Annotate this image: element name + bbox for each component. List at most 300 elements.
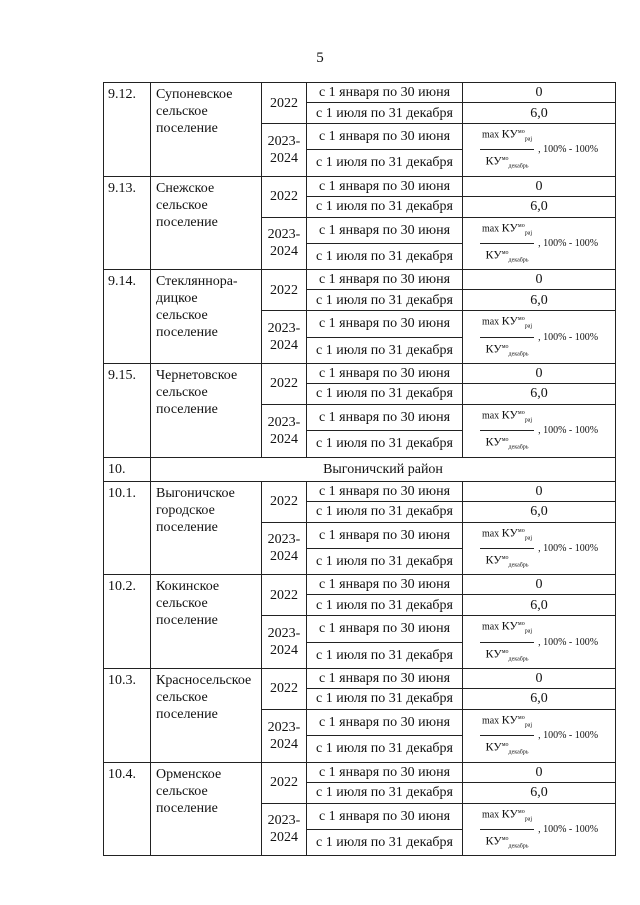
table-row: [104, 762, 616, 782]
formula-max: max: [481, 316, 500, 328]
period-first-half: [307, 217, 463, 243]
period-second-half: [307, 829, 463, 855]
year-text: 2023-: [267, 532, 301, 548]
year-2022: [262, 668, 307, 709]
settlement-name-line: Супоневское: [156, 87, 233, 102]
period-second-half: [307, 337, 463, 363]
formula-sub: раj: [524, 628, 533, 635]
settlement-name-line: сельское: [156, 104, 208, 119]
settlement-name-line: Снежское: [156, 180, 215, 196]
formula-sub: раj: [524, 417, 533, 424]
formula-numerator: [480, 218, 534, 244]
formula-sub: раj: [524, 815, 533, 822]
period-text: с 1 июля по 31 декабря: [316, 835, 453, 851]
row-number-text: 9.13.: [108, 180, 136, 196]
period-text: с 1 января по 30 июня: [318, 178, 451, 194]
settlement-name-line: сельское: [156, 783, 208, 799]
row-number: [104, 575, 151, 669]
year-text: 2023-: [267, 626, 301, 642]
year-2022: [262, 270, 307, 311]
row-number-text: 9.15.: [108, 367, 136, 383]
formula-sup: мо: [517, 527, 525, 534]
value-text: 6,0: [530, 386, 548, 402]
year-2022: [262, 575, 307, 616]
formula-cell: [463, 803, 616, 856]
settlement-name: [151, 363, 262, 457]
table-row: [104, 270, 616, 290]
formula-sub: декабрь: [508, 843, 529, 850]
value-second-half: [463, 196, 616, 217]
year-text: 2024: [270, 830, 298, 846]
value-text: 6,0: [530, 785, 548, 801]
period-text: с 1 июля по 31 декабря: [316, 741, 453, 757]
value-text: 0: [535, 85, 543, 100]
formula-fraction: [480, 405, 534, 457]
formula-sub: раj: [524, 534, 533, 541]
formula-numerator: [480, 804, 534, 830]
formula-denominator: [485, 549, 528, 574]
value-text: 0: [535, 178, 543, 194]
formula-max: max: [481, 621, 500, 633]
value-second-half: [463, 595, 616, 616]
formula-max: max: [481, 129, 500, 141]
formula-tail: , 100% - 100%: [538, 823, 599, 835]
formula-cell: [463, 217, 616, 270]
formula-sup: мо: [501, 648, 509, 655]
value-text: 6,0: [530, 105, 548, 121]
year-text: 2022: [270, 775, 298, 791]
value-text: 0: [535, 764, 543, 780]
year-text: 2024: [270, 338, 298, 354]
settlement-name-line: поселение: [156, 706, 218, 722]
formula-denominator: [485, 830, 528, 855]
value-second-half: [463, 501, 616, 522]
row-number: [104, 762, 151, 856]
period-first-half: [307, 270, 463, 290]
settlement-name-line: поселение: [156, 214, 218, 230]
period-first-half: [307, 83, 463, 103]
period-text: с 1 июля по 31 декабря: [316, 155, 453, 171]
period-text: с 1 июля по 31 декабря: [316, 597, 453, 613]
year-2023-2024: [262, 404, 307, 457]
period-second-half: [307, 290, 463, 311]
formula-max: max: [481, 527, 500, 539]
value-text: 6,0: [530, 292, 548, 308]
period-first-half: [307, 124, 463, 150]
row-number: [104, 481, 151, 575]
formula: [480, 218, 598, 270]
formula-max: max: [481, 808, 500, 820]
period-text: с 1 января по 30 июня: [318, 577, 451, 593]
formula-cell: [463, 616, 616, 669]
period-text: с 1 января по 30 июня: [318, 670, 451, 686]
period-second-half: [307, 150, 463, 176]
settlement-name-line: поселение: [156, 121, 218, 136]
year-text: 2023-: [267, 133, 301, 149]
formula-numerator: [480, 124, 534, 150]
year-2023-2024: [262, 311, 307, 364]
period-text: с 1 января по 30 июня: [318, 808, 451, 824]
year-2022: [262, 762, 307, 803]
year-2023-2024: [262, 803, 307, 856]
settlement-name-line: сельское: [156, 689, 208, 705]
value-first-half: [463, 575, 616, 595]
table-row: [104, 176, 616, 196]
formula-denominator: [485, 643, 528, 668]
period-second-half: [307, 383, 463, 404]
row-number: [104, 83, 151, 177]
settlement-name-line: Кокинское: [156, 579, 220, 595]
table-row: [104, 668, 616, 688]
formula: [480, 405, 598, 457]
period-text: с 1 января по 30 июня: [318, 527, 451, 543]
formula-numerator: [480, 523, 534, 549]
period-text: с 1 июля по 31 декабря: [316, 554, 453, 570]
value-first-half: [463, 83, 616, 103]
period-text: с 1 января по 30 июня: [318, 715, 451, 731]
formula-tail: , 100% - 100%: [538, 425, 599, 437]
settlement-name: [151, 83, 262, 177]
formula-sup: мо: [517, 409, 525, 416]
period-second-half: [307, 196, 463, 217]
period-text: с 1 июля по 31 декабря: [316, 199, 453, 215]
formula-sub: декабрь: [508, 257, 529, 264]
row-number: [104, 363, 151, 457]
value-first-half: [463, 176, 616, 196]
formula-denominator: [485, 736, 528, 761]
formula-sub: декабрь: [508, 350, 529, 357]
formula-ku: КУ: [485, 247, 502, 262]
row-number: [104, 457, 151, 481]
period-text: с 1 января по 30 июня: [318, 272, 451, 288]
year-text: 2022: [270, 376, 298, 392]
district-title: [151, 457, 616, 481]
year-text: 2022: [270, 587, 298, 603]
settlement-name-line: Орменское: [156, 766, 222, 782]
formula-cell: [463, 124, 616, 177]
formula-numerator: [480, 616, 534, 642]
period-second-half: [307, 501, 463, 522]
settlement-name-line: поселение: [156, 325, 218, 341]
formula-ku: КУ: [501, 712, 518, 727]
settlement-name-line: поселение: [156, 401, 218, 417]
formula-sub: раj: [524, 229, 533, 236]
period-text: с 1 января по 30 июня: [318, 483, 451, 499]
settlement-name-line: поселение: [156, 613, 218, 629]
formula-ku: КУ: [501, 126, 518, 141]
year-text: 2024: [270, 431, 298, 447]
year-text: 2024: [270, 736, 298, 752]
period-text: с 1 января по 30 июня: [318, 621, 451, 637]
period-text: с 1 января по 30 июня: [318, 410, 451, 426]
formula-sup: мо: [501, 156, 509, 163]
period-text: с 1 января по 30 июня: [318, 365, 451, 381]
period-text: с 1 июля по 31 декабря: [316, 292, 453, 308]
period-text: с 1 июля по 31 декабря: [316, 386, 453, 402]
period-second-half: [307, 782, 463, 803]
formula-denominator: [485, 150, 528, 175]
formula-sup: мо: [501, 437, 509, 444]
year-text: 2024: [270, 244, 298, 260]
page-number: 5: [316, 50, 324, 66]
formula: [480, 124, 598, 176]
settlement-name: [151, 270, 262, 364]
table-row: [104, 83, 616, 103]
formula-tail: , 100% - 100%: [538, 636, 599, 648]
year-2023-2024: [262, 124, 307, 177]
row-number: [104, 668, 151, 762]
formula-max: max: [481, 222, 500, 234]
formula-ku: КУ: [485, 434, 502, 449]
formula-fraction: [480, 218, 534, 270]
formula-ku: КУ: [501, 618, 518, 633]
settlement-name-line: дицкое: [156, 291, 198, 307]
formula-ku: КУ: [501, 524, 518, 539]
formula-ku: КУ: [485, 833, 502, 848]
settlement-name: [151, 176, 262, 270]
formula-sub: декабрь: [508, 655, 529, 662]
formula-tail: , 100% - 100%: [538, 542, 599, 554]
district-title-text: Выгоничский район: [323, 461, 443, 477]
year-2023-2024: [262, 709, 307, 762]
value-first-half: [463, 270, 616, 290]
settlement-name-line: Стекляннора-: [156, 274, 238, 290]
formula-numerator: [480, 405, 534, 431]
formula-tail: , 100% - 100%: [538, 331, 599, 343]
value-first-half: [463, 363, 616, 383]
year-text: 2024: [270, 150, 298, 166]
formula-sup: мо: [517, 808, 525, 815]
formula-sup: мо: [517, 222, 525, 229]
settlement-name-line: Выгоничское: [156, 485, 235, 501]
district-row: [104, 457, 616, 481]
value-second-half: [463, 688, 616, 709]
formula-denominator: [485, 431, 528, 456]
year-text: 2023-: [267, 321, 301, 337]
row-number-text: 10.3.: [108, 672, 136, 688]
settlement-name: [151, 575, 262, 669]
formula-sub: декабрь: [508, 444, 529, 451]
settlement-name-line: сельское: [156, 308, 208, 324]
formula-fraction: [480, 616, 534, 668]
formula-cell: [463, 311, 616, 364]
formula: [480, 523, 598, 575]
period-first-half: [307, 803, 463, 829]
formula-sup: мо: [517, 714, 525, 721]
period-second-half: [307, 688, 463, 709]
formula-ku: КУ: [485, 645, 502, 660]
value-first-half: [463, 762, 616, 782]
period-first-half: [307, 709, 463, 735]
formula-fraction: [480, 804, 534, 856]
period-text: с 1 января по 30 июня: [318, 129, 451, 145]
formula-ku: КУ: [501, 805, 518, 820]
formula-fraction: [480, 124, 534, 176]
year-text: 2023-: [267, 813, 301, 829]
formula-sup: мо: [501, 343, 509, 350]
formula-sub: декабрь: [508, 749, 529, 756]
value-first-half: [463, 481, 616, 501]
period-second-half: [307, 736, 463, 762]
period-second-half: [307, 595, 463, 616]
period-text: с 1 июля по 31 декабря: [316, 691, 453, 707]
settlement-name-line: поселение: [156, 519, 218, 535]
formula-sup: мо: [517, 621, 525, 628]
period-text: с 1 января по 30 июня: [318, 764, 451, 780]
period-text: с 1 июля по 31 декабря: [316, 105, 453, 121]
table-row: [104, 575, 616, 595]
period-first-half: [307, 481, 463, 501]
period-second-half: [307, 431, 463, 457]
settlement-name-line: сельское: [156, 596, 208, 612]
table-row: [104, 481, 616, 501]
period-first-half: [307, 363, 463, 383]
formula-numerator: [480, 311, 534, 337]
formula-sup: мо: [517, 129, 525, 135]
row-number: [104, 176, 151, 270]
period-second-half: [307, 243, 463, 269]
value-text: 6,0: [530, 597, 548, 613]
formula-sup: мо: [501, 554, 509, 561]
period-first-half: [307, 668, 463, 688]
formula-sub: декабрь: [508, 163, 529, 170]
year-text: 2023-: [267, 227, 301, 243]
year-text: 2022: [270, 494, 298, 510]
formula-sub: раj: [524, 136, 533, 143]
formula-denominator: [485, 338, 528, 363]
row-number-text: 10.1.: [108, 485, 136, 501]
table-row: [104, 363, 616, 383]
formula-cell: [463, 709, 616, 762]
value-text: 0: [535, 577, 543, 593]
value-text: 0: [535, 670, 543, 686]
period-text: с 1 января по 30 июня: [318, 222, 451, 238]
period-text: с 1 января по 30 июня: [318, 316, 451, 332]
year-text: 2022: [270, 681, 298, 697]
formula-tail: , 100% - 100%: [538, 144, 599, 156]
period-first-half: [307, 311, 463, 337]
period-first-half: [307, 575, 463, 595]
year-2022: [262, 176, 307, 217]
period-text: с 1 июля по 31 декабря: [316, 504, 453, 520]
value-text: 0: [535, 483, 543, 499]
formula-tail: , 100% - 100%: [538, 237, 599, 249]
formula-ku: КУ: [485, 340, 502, 355]
year-2023-2024: [262, 522, 307, 575]
period-text: с 1 июля по 31 декабря: [316, 647, 453, 663]
settlement-name-line: поселение: [156, 800, 218, 816]
period-first-half: [307, 176, 463, 196]
settlement-name: [151, 481, 262, 575]
year-2023-2024: [262, 616, 307, 669]
period-first-half: [307, 762, 463, 782]
formula-sup: мо: [501, 249, 509, 256]
period-text: с 1 июля по 31 декабря: [316, 785, 453, 801]
formula-sup: мо: [501, 835, 509, 842]
tariff-table: [103, 82, 616, 856]
formula: [480, 710, 598, 762]
settlement-name: [151, 668, 262, 762]
row-number-text: 10.2.: [108, 579, 136, 595]
formula-ku: КУ: [501, 219, 518, 234]
period-first-half: [307, 404, 463, 430]
formula-fraction: [480, 311, 534, 363]
period-second-half: [307, 642, 463, 668]
period-text: с 1 июля по 31 декабря: [316, 249, 453, 265]
year-2023-2024: [262, 217, 307, 270]
year-text: 2024: [270, 643, 298, 659]
value-text: 0: [535, 272, 543, 288]
formula-ku: КУ: [485, 153, 502, 168]
table-body: [104, 83, 616, 856]
year-text: 2024: [270, 549, 298, 565]
settlement-name: [151, 762, 262, 856]
formula-sub: декабрь: [508, 562, 529, 569]
row-number-text: 9.14.: [108, 274, 136, 290]
formula-tail: , 100% - 100%: [538, 730, 599, 742]
formula-cell: [463, 404, 616, 457]
value-text: 6,0: [530, 199, 548, 215]
year-2022: [262, 481, 307, 522]
formula-cell: [463, 522, 616, 575]
row-number-text: 10.4.: [108, 766, 136, 782]
value-second-half: [463, 782, 616, 803]
formula-sup: мо: [517, 316, 525, 323]
value-first-half: [463, 668, 616, 688]
formula-ku: КУ: [501, 313, 518, 328]
value-second-half: [463, 383, 616, 404]
value-second-half: [463, 290, 616, 311]
period-second-half: [307, 103, 463, 124]
value-second-half: [463, 103, 616, 124]
formula-fraction: [480, 710, 534, 762]
settlement-name-line: Чернетовское: [156, 367, 238, 383]
row-number-text: 10.: [108, 461, 126, 477]
period-first-half: [307, 616, 463, 642]
settlement-name-line: Красносельское: [156, 672, 252, 688]
formula: [480, 311, 598, 363]
period-text: с 1 января по 30 июня: [318, 85, 451, 100]
formula-denominator: [485, 244, 528, 269]
period-text: с 1 июля по 31 декабря: [316, 342, 453, 358]
formula-numerator: [480, 710, 534, 736]
row-number: [104, 270, 151, 364]
formula-sub: раj: [524, 323, 533, 330]
formula-fraction: [480, 523, 534, 575]
year-text: 2023-: [267, 719, 301, 735]
formula-ku: КУ: [485, 552, 502, 567]
settlement-name-line: сельское: [156, 197, 208, 213]
period-text: с 1 июля по 31 декабря: [316, 436, 453, 452]
value-text: 6,0: [530, 691, 548, 707]
row-number-text: 9.12.: [108, 87, 136, 102]
year-2022: [262, 363, 307, 404]
formula-max: max: [481, 410, 500, 422]
formula: [480, 616, 598, 668]
year-text: 2022: [270, 189, 298, 205]
formula-max: max: [481, 715, 500, 727]
settlement-name-line: сельское: [156, 384, 208, 400]
year-2022: [262, 83, 307, 124]
formula-sup: мо: [501, 742, 509, 749]
year-text: 2022: [270, 95, 298, 111]
formula: [480, 804, 598, 856]
year-text: 2022: [270, 282, 298, 298]
period-first-half: [307, 522, 463, 548]
formula-ku: КУ: [485, 739, 502, 754]
year-text: 2023-: [267, 414, 301, 430]
formula-ku: КУ: [501, 407, 518, 422]
